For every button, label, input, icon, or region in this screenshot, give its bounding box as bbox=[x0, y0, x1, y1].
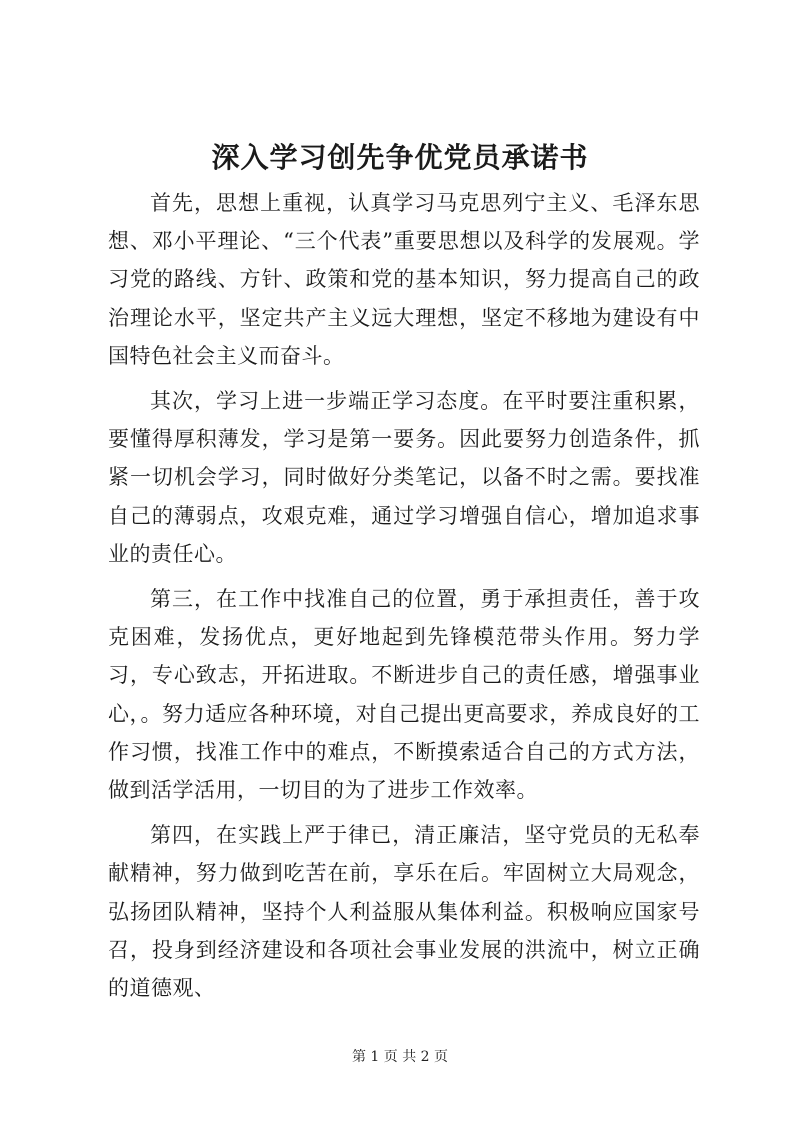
paragraph-3: 第三，在工作中找准自己的位置，勇于承担责任，善于攻克困难，发扬优点，更好地起到先锋模范带头作用。努力学习，专心致志，开拓进取。不断进步自己的责任感，增强事业心，。努力适应各种环境，对自己提出更高要求，养成良好的工作习惯，找准工作中的难点，不断摸索适合自己的方式方法，做到活学活用，一切目的为了进步工作效率。 bbox=[108, 587, 700, 803]
paragraph-1: 首先，思想上重视，认真学习马克思列宁主义、毛泽东思想、邓小平理论、“三个代表”重要思想以及科学的发展观。学习党的路线、方针、政策和党的基本知识，努力提高自己的政治理论水平，坚定共产主义远大理想，坚定不移地为建设有中国特色社会主义而奋斗。 bbox=[108, 191, 700, 368]
paragraph-4: 第四，在实践上严于律已，清正廉洁，坚守党员的无私奉献精神，努力做到吃苦在前，享乐在后。牢固树立大局观念，弘扬团队精神，坚持个人利益服从集体利益。积极响应国家号召，投身到经济建设和各项社会事业发展的洪流中，树立正确的道德观、 bbox=[108, 823, 700, 1001]
page-number-footer: 第 1 页 共 2 页 bbox=[351, 1049, 449, 1065]
paragraph-2: 其次，学习上进一步端正学习态度。在平时要注重积累，要懂得厚积薄发，学习是第一要务。因此要努力创造条件，抓紧一切机会学习，同时做好分类笔记，以备不时之需。要找准自己的薄弱点，攻艰克难，通过学习增强自信心，增加追求事业的责任心。 bbox=[108, 389, 700, 566]
document-title: 深入学习创先争优党员承诺书 bbox=[211, 141, 589, 174]
document-body bbox=[108, 184, 700, 1014]
